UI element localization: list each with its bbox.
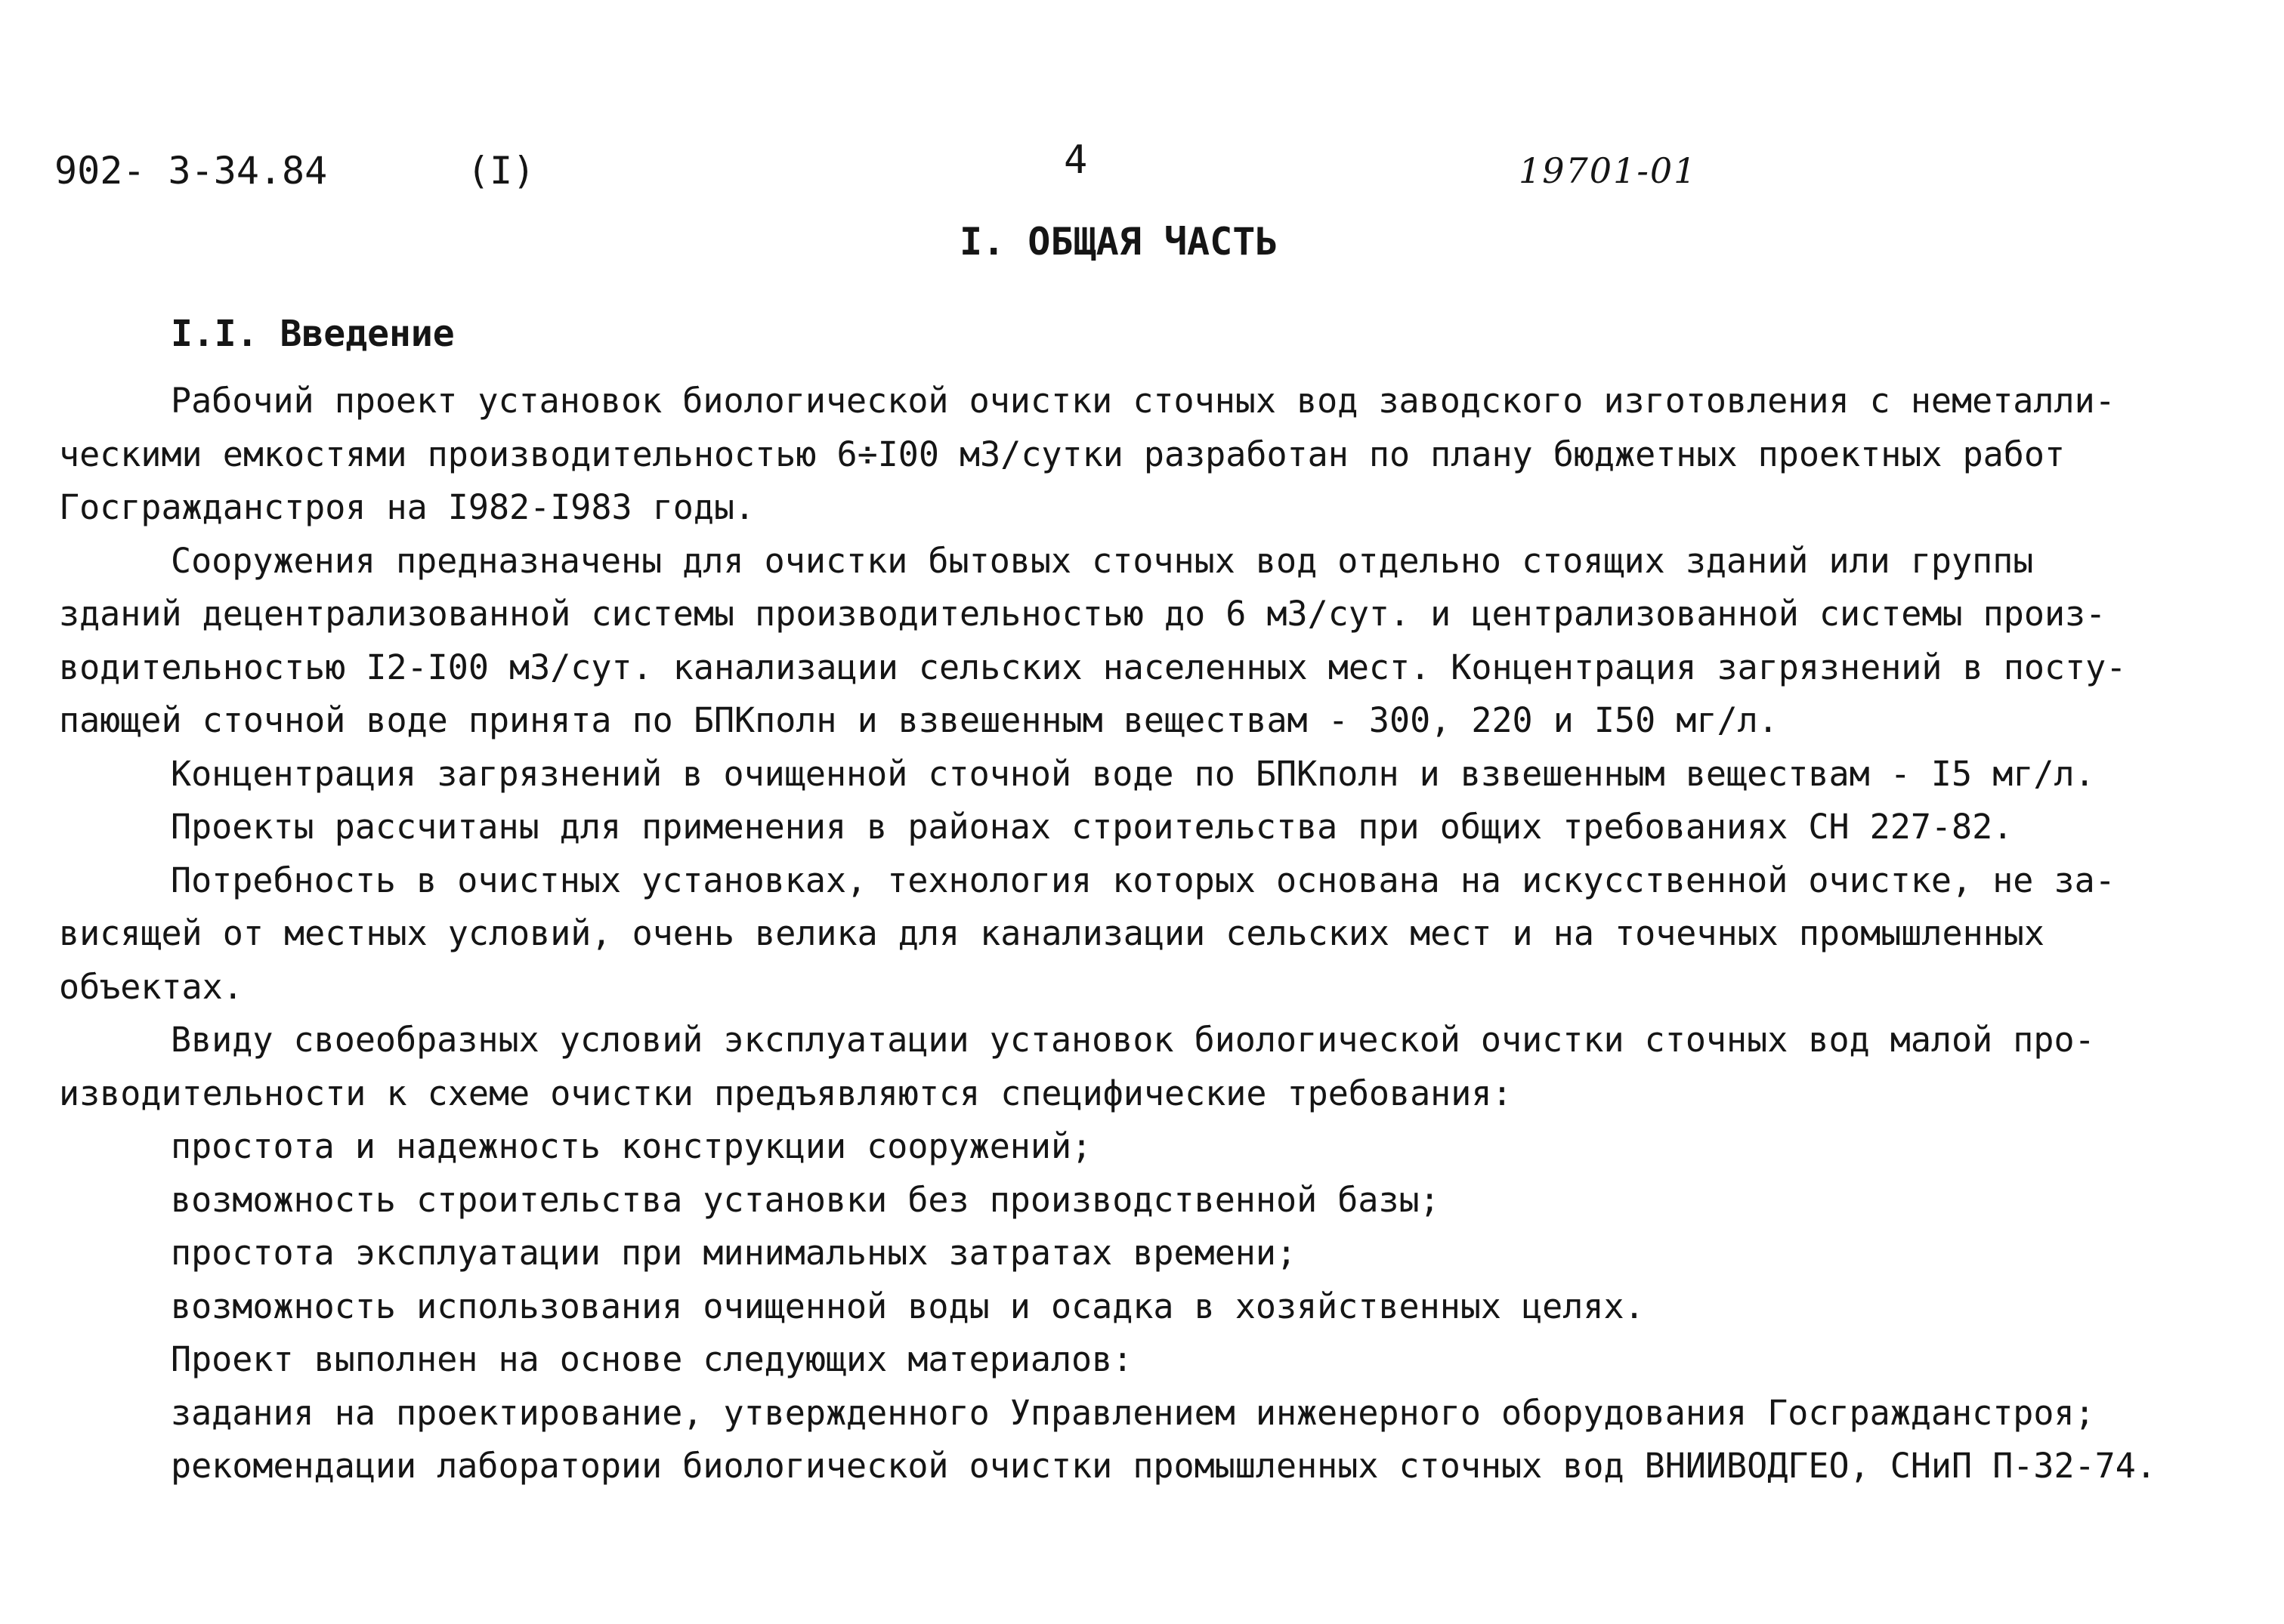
doc-part: (I) <box>467 149 536 193</box>
list-item: задания на проектирование, утвержденного Управлением инженерного оборудования Госгражданстроя; <box>171 1392 2095 1433</box>
text-line: ческими емкостями производительностью 6÷I00 м3/сутки разработан по плану бюджетных проектных работ <box>59 434 2066 474</box>
text-line: Рабочий проект установок биологической очистки сточных вод заводского изготовления с неметалли- <box>171 381 2116 421</box>
text-line: Проект выполнен на основе следующих материалов: <box>171 1339 1133 1379</box>
text-line: водительностью I2-I00 м3/сут. канализации сельских населенных мест. Концентрация загрязнений в посту- <box>59 647 2127 687</box>
list-item: возможность строительства установки без производственной базы; <box>171 1179 1440 1220</box>
text-line: Потребность в очистных установках, технология которых основана на искусственной очистке, не за- <box>171 860 2116 900</box>
text-line: Госгражданстроя на I982-I983 годы. <box>59 487 756 527</box>
doc-code: 902- 3-34.84 <box>54 149 328 193</box>
text-line: Проекты рассчитаны для применения в районах строительства при общих требованиях СН 227-82. <box>171 807 2014 847</box>
page-number: 4 <box>1064 137 1088 183</box>
list-item: простота и надежность конструкции сооружений; <box>171 1126 1093 1166</box>
subsection-heading: I.I. Введение <box>171 313 455 355</box>
text-line: Концентрация загрязнений в очищенной сточной воде по БПКполн и взвешенным веществам - I5 мг/л. <box>171 753 2095 794</box>
text-line: зданий децентрализованной системы производительностью до 6 м3/сут. и централизованной системы произ- <box>59 594 2106 634</box>
text-line: изводительности к схеме очистки предъявляются специфические требования: <box>59 1073 1513 1113</box>
list-item: рекомендации лаборатории биологической очистки промышленных сточных вод ВНИИВОДГЕО, СНиП П-32-74. <box>171 1446 2156 1486</box>
list-item: простота эксплуатации при минимальных затратах времени; <box>171 1233 1297 1273</box>
body-text <box>59 375 2235 1493</box>
text-line: объектах. <box>59 966 243 1007</box>
text-line: Сооружения предназначены для очистки бытовых сточных вод отдельно стоящих зданий или группы <box>171 540 2034 581</box>
text-line: висящей от местных условий, очень велика для канализации сельских мест и на точечных промышленных <box>59 913 2044 953</box>
inventory-number: 19701-01 <box>1519 150 1698 191</box>
text-line: Ввиду своеобразных условий эксплуатации установок биологической очистки сточных вод малой про- <box>171 1020 2095 1060</box>
section-title: I. ОБЩАЯ ЧАСТЬ <box>960 220 1278 264</box>
text-line: пающей сточной воде принята по БПКполн и взвешенным веществам - 300, 220 и I50 мг/л. <box>59 700 1779 740</box>
list-item: возможность использования очищенной воды и осадка в хозяйственных целях. <box>171 1286 1645 1326</box>
